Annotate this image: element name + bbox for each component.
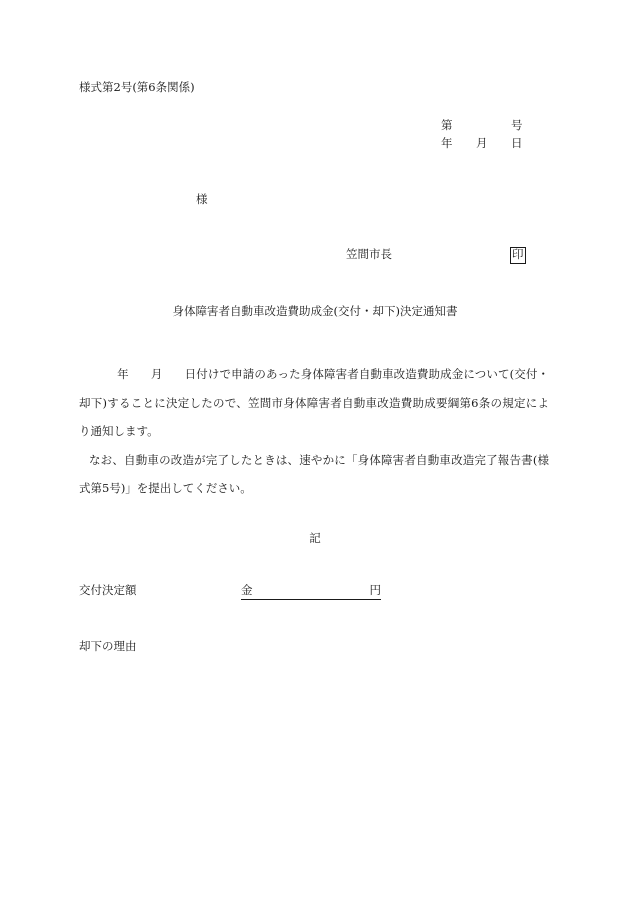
form-number: 様式第2号(第6条関係) (79, 80, 195, 94)
document-number-prefix: 第 (441, 118, 453, 132)
rejection-reason-label: 却下の理由 (79, 639, 137, 653)
body-text (79, 360, 549, 503)
body-year-label: 年 (117, 367, 129, 381)
date-month-label: 月 (476, 136, 488, 150)
amount-currency-prefix: 金 (241, 583, 253, 597)
addressee-honorific: 様 (196, 192, 208, 206)
document-title: 身体障害者自動車改造費助成金(交付・却下)決定通知書 (172, 304, 458, 318)
date-day-label: 日 (511, 136, 523, 150)
body-paragraph-1-text: 日付けで申請のあった身体障害者自動車改造費助成金について(交付・却下)することに決定したので、笠間市身体障害者自動車改造費助成要綱第6条の規定により通知します。 (79, 367, 550, 438)
seal-mark: 印 (510, 247, 526, 264)
ki-heading: 記 (309, 531, 321, 545)
grant-amount-label: 交付決定額 (79, 583, 137, 597)
date-year-label: 年 (441, 136, 453, 150)
amount-unit: 円 (369, 583, 381, 597)
grant-amount-field (241, 585, 381, 600)
body-paragraph-2: なお、自動車の改造が完了したときは、速やかに「身体障害者自動車改造完了報告書(様式第5号)」を提出してください。 (79, 452, 549, 495)
issuer-name: 笠間市長 (346, 247, 392, 261)
body-paragraph-1 (79, 360, 549, 446)
body-month-label: 月 (150, 367, 163, 381)
document-number-suffix: 号 (511, 118, 523, 132)
